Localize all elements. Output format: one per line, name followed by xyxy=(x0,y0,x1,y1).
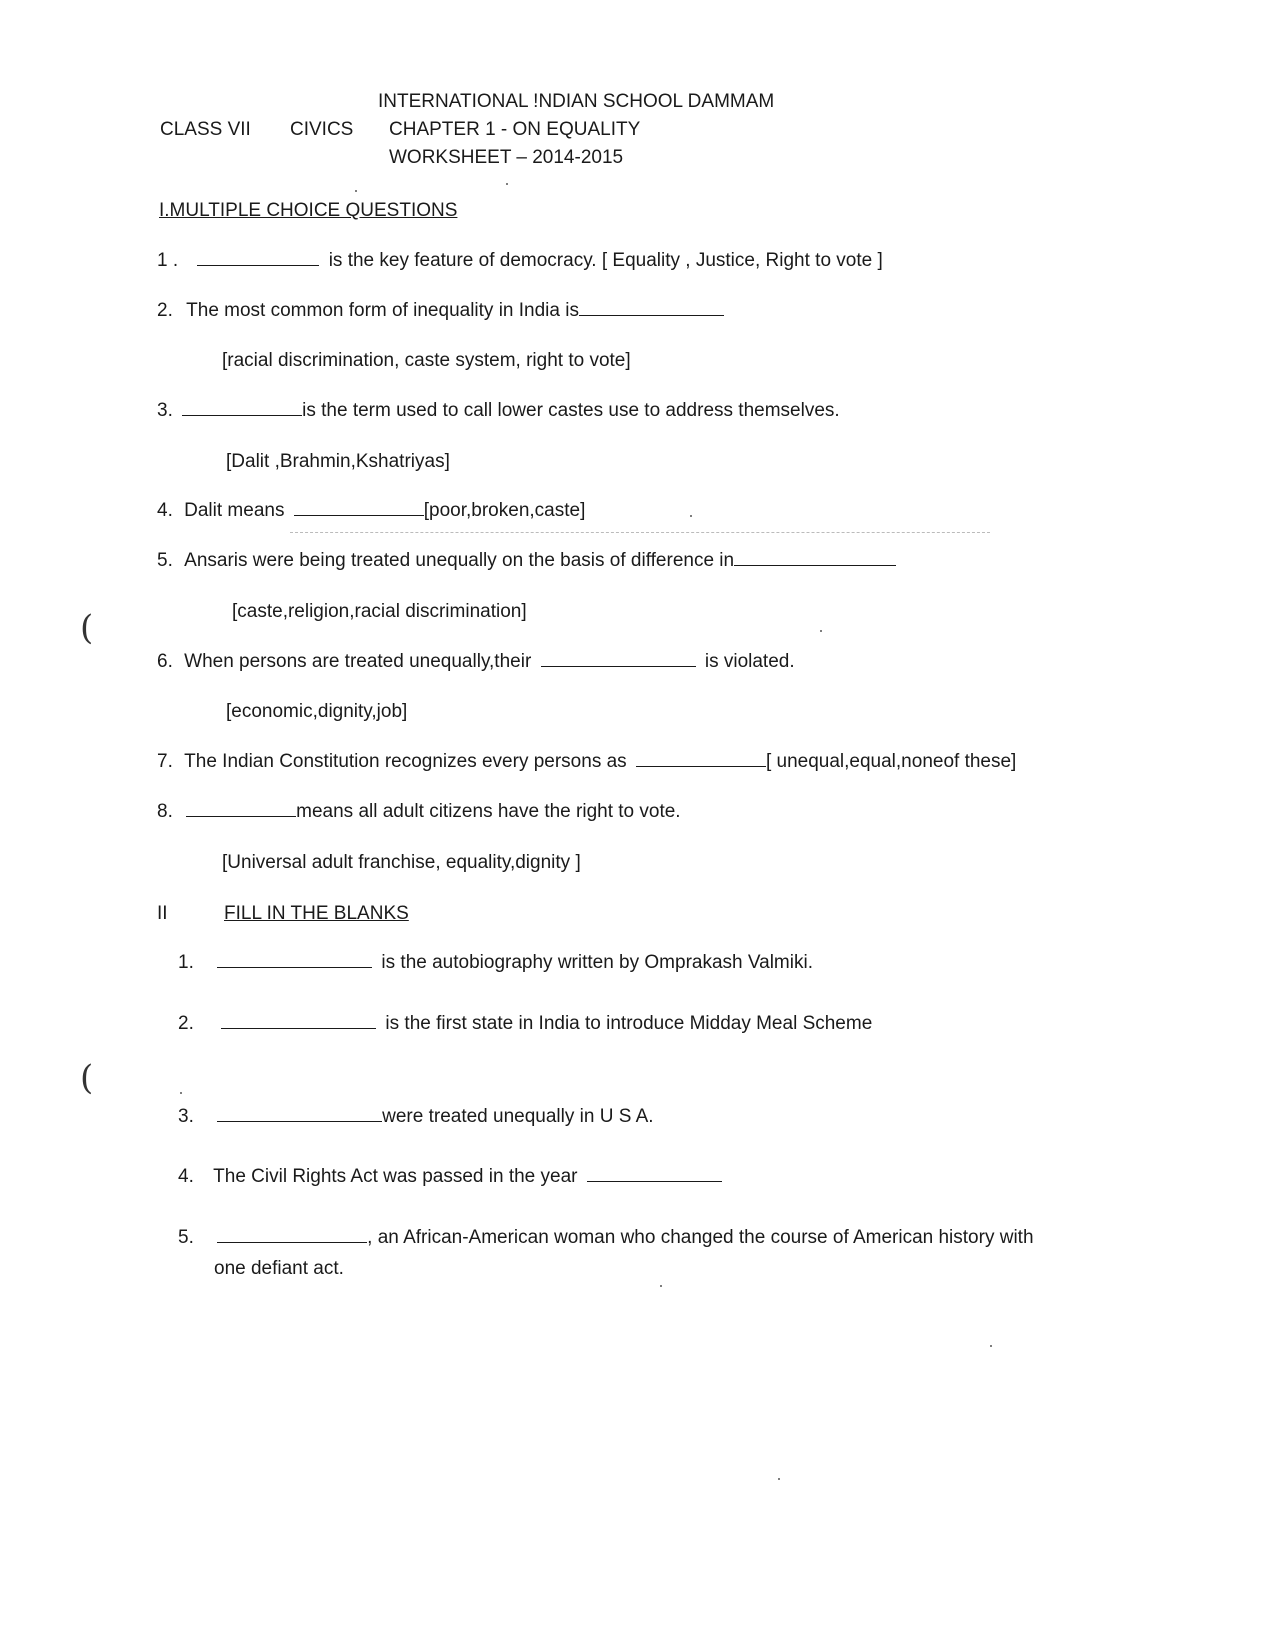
question-number: 4. xyxy=(157,500,173,521)
question-text: is the autobiography written by Omprakash Valmiki. xyxy=(381,952,813,973)
question-text: The most common form of inequality in India is xyxy=(186,300,579,321)
answer-blank xyxy=(217,1120,382,1122)
question-text: When persons are treated unequally,their xyxy=(184,651,532,672)
answer-blank xyxy=(217,966,372,968)
mcq-8-options: [Universal adult franchise, equality,dignity ] xyxy=(222,852,581,873)
answer-blank xyxy=(221,1027,376,1029)
question-text: is the term used to call lower castes use to address themselves. xyxy=(302,400,840,421)
mcq-6 xyxy=(157,651,795,673)
scan-speck xyxy=(990,1345,992,1347)
question-text: , an African-American woman who changed the course of American history with xyxy=(367,1227,1034,1248)
scan-speck xyxy=(355,190,357,192)
question-number: 5. xyxy=(157,550,173,571)
question-number: 1 . xyxy=(157,250,179,271)
mcq-5-options: [caste,religion,racial discrimination] xyxy=(232,601,527,622)
question-text: were treated unequally in U S A. xyxy=(382,1106,654,1127)
question-number: 1. xyxy=(178,952,194,973)
answer-blank xyxy=(734,564,896,566)
scan-speck xyxy=(820,630,822,632)
answer-blank xyxy=(587,1180,722,1182)
mcq-4 xyxy=(157,500,585,522)
school-name: INTERNATIONAL !NDIAN SCHOOL DAMMAM xyxy=(378,91,775,112)
section2-title: FILL IN THE BLANKS xyxy=(224,903,409,924)
scan-artifact-line xyxy=(290,532,990,533)
question-number: 3. xyxy=(178,1106,194,1127)
mcq-6-options: [economic,dignity,job] xyxy=(226,701,408,722)
question-number: 7. xyxy=(157,751,173,772)
mcq-7 xyxy=(157,751,1016,773)
question-number: 6. xyxy=(157,651,173,672)
chapter-title: CHAPTER 1 - ON EQUALITY xyxy=(389,119,641,140)
answer-blank xyxy=(541,665,696,667)
scan-speck xyxy=(660,1285,662,1287)
answer-blank xyxy=(182,414,302,416)
fib-2 xyxy=(178,1013,872,1035)
answer-blank xyxy=(217,1241,367,1243)
question-text-after: is violated. xyxy=(704,651,795,672)
worksheet-year: WORKSHEET – 2014-2015 xyxy=(389,147,624,168)
fib-5-line2: one defiant act. xyxy=(214,1258,344,1279)
question-text: is the first state in India to introduce Midday Meal Scheme xyxy=(385,1013,873,1034)
question-text: is the key feature of democracy. [ Equality , Justice, Right to vote ] xyxy=(328,250,883,271)
answer-blank xyxy=(186,815,296,817)
fib-4 xyxy=(178,1166,726,1188)
fib-5 xyxy=(178,1227,1034,1249)
mcq-3 xyxy=(157,400,840,422)
fib-3 xyxy=(178,1106,654,1128)
section1-title: I.MULTIPLE CHOICE QUESTIONS xyxy=(159,200,458,221)
mcq-3-options: [Dalit ,Brahmin,Kshatriyas] xyxy=(226,451,450,472)
scan-speck xyxy=(180,1092,182,1094)
question-options: [poor,broken,caste] xyxy=(423,500,586,521)
question-text: The Indian Constitution recognizes every persons as xyxy=(184,751,627,772)
section2-number: II xyxy=(157,903,168,924)
punch-hole-mark: ( xyxy=(80,1058,94,1098)
question-number: 2. xyxy=(157,300,173,321)
answer-blank xyxy=(294,514,424,516)
question-options: [ unequal,equal,noneof these] xyxy=(765,751,1017,772)
question-text: means all adult citizens have the right to vote. xyxy=(296,801,681,822)
question-text: The Civil Rights Act was passed in the year xyxy=(213,1166,578,1187)
scan-speck xyxy=(506,183,508,185)
scan-speck xyxy=(690,515,692,517)
answer-blank xyxy=(579,314,724,316)
answer-blank xyxy=(197,264,319,266)
question-number: 3. xyxy=(157,400,173,421)
punch-hole-mark: ( xyxy=(80,608,94,648)
question-number: 8. xyxy=(157,801,173,822)
answer-blank xyxy=(636,765,766,767)
scan-speck xyxy=(778,1478,780,1480)
subject-label: CIVICS xyxy=(290,119,354,140)
mcq-2 xyxy=(157,300,728,322)
mcq-2-options: [racial discrimination, caste system, right to vote] xyxy=(222,350,631,371)
fib-1 xyxy=(178,952,813,974)
question-text: Ansaris were being treated unequally on the basis of difference in xyxy=(184,550,735,571)
mcq-1 xyxy=(157,250,883,272)
question-number: 2. xyxy=(178,1013,194,1034)
question-number: 5. xyxy=(178,1227,194,1248)
question-text: Dalit means xyxy=(184,500,285,521)
class-label: CLASS VII xyxy=(160,119,251,140)
mcq-8 xyxy=(157,801,681,823)
mcq-5 xyxy=(157,550,900,572)
question-number: 4. xyxy=(178,1166,194,1187)
